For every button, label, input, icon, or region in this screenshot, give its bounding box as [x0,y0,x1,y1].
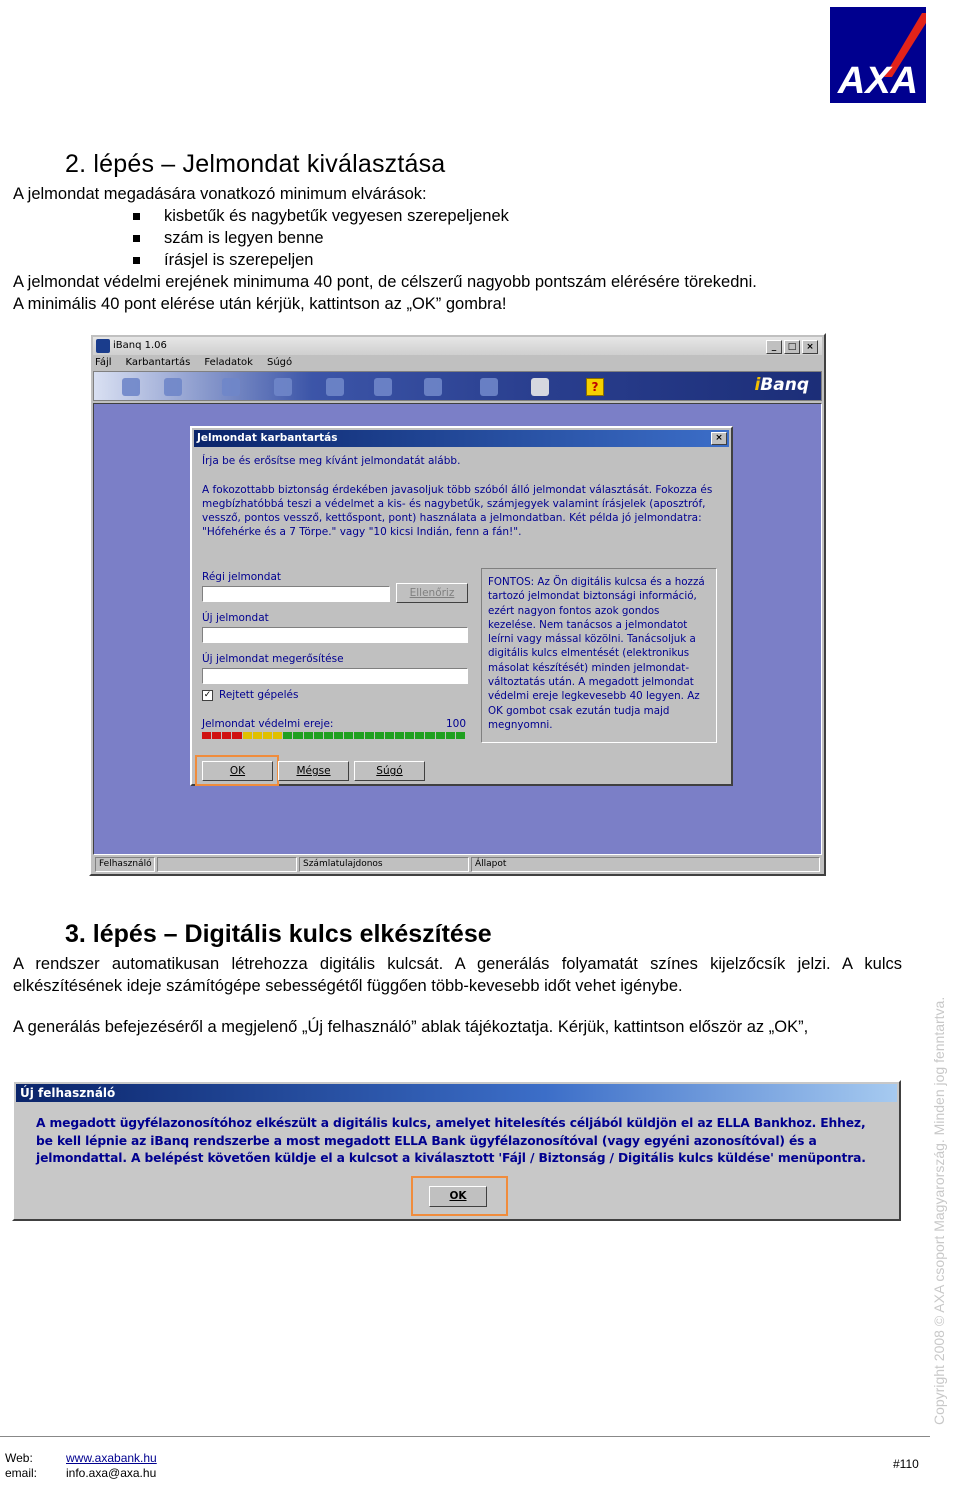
ibanq-brand [754,375,809,395]
strength-segment [324,732,333,739]
strength-value: 100 [446,718,467,730]
strength-segment [304,732,313,739]
strength-segment [405,732,414,739]
ibanq-window [89,333,826,876]
ok-button[interactable]: OK [202,761,273,781]
toolbar-scale-icon[interactable] [374,378,392,396]
ok-instruction: A minimális 40 pont elérése után kérjük, kattintson az „OK” gombra! [13,295,507,313]
toolbar-phone-icon[interactable] [222,378,240,396]
cancel-button[interactable]: Mégse [278,761,349,781]
status-state: Állapot [471,857,820,872]
new-passphrase-label: Új jelmondat [202,612,269,624]
hidden-typing-label: Rejtett gépelés [219,689,299,701]
menubar [95,357,292,368]
dialog-desc-line: megbízhatóbbá teszi a védelmet a kis- és nagybetűk, számjegyek valamint írásjelek (aposztróf, [202,498,706,510]
brand-i: i [754,375,761,395]
copyright-note: Copyright 2008 © AXA csoport Magyarország. Minden jog fenntartva. [931,996,947,1425]
list-item: szám is legyen benne [130,227,509,249]
strength-segment [212,732,221,739]
close-button[interactable]: × [802,340,818,354]
axa-logo-text: AXA [837,60,919,102]
list-item: kisbetűk és nagybetűk vegyesen szerepeljenek [130,205,509,227]
minimize-button[interactable]: _ [766,340,782,354]
strength-segment [253,732,262,739]
menu-file[interactable]: Fájl [95,357,112,368]
strength-segment [263,732,272,739]
brand-rest: Banq [760,375,809,395]
strength-segment [344,732,353,739]
menu-maintenance[interactable]: Karbantartás [125,357,191,368]
menu-help[interactable]: Súgó [266,357,293,368]
toolbar-list-icon[interactable] [274,378,292,396]
menu-tasks[interactable]: Feladatok [204,357,253,368]
toolbar [93,371,822,401]
workspace [93,403,822,855]
step3-heading: 3. lépés – Digitális kulcs elkészítése [65,920,492,948]
strength-segment [436,732,445,739]
strength-segment [202,732,211,739]
status-user: Felhasználó [95,857,155,872]
dialog-titlebar [194,430,729,447]
toolbar-send-icon[interactable] [424,378,442,396]
ibanq-title: iBanq 1.06 [113,340,167,351]
strength-segment [273,732,282,739]
toolbar-arrows-icon[interactable] [480,378,498,396]
strength-segment [334,732,343,739]
step3-paragraph: A rendszer automatikusan létrehozza digitális kulcsát. A generálás folyamatát színes kijelzőcsík jelzi. A kulcs elkészítésének ideje számítógépe sebességétől függően több-kevesebb időt vehet igénybe. [13,955,902,995]
strength-segment [395,732,404,739]
confirm-passphrase-input[interactable] [202,668,468,684]
requirements-list [130,205,509,271]
new-passphrase-input[interactable] [202,627,468,643]
status-owner: Számlatulajdonos [299,857,469,872]
list-item: írásjel is szerepeljen [130,249,509,271]
help-button[interactable]: Súgó [354,761,425,781]
help-icon[interactable]: ? [586,378,604,396]
statusbar [93,857,822,872]
page-number: #110 [893,1457,919,1471]
step3-ok-paragraph: A generálás befejezéséről a megjelenő „Új felhasználó” ablak tájékoztatja. Kérjük, kattintson először az „OK”, [13,1018,809,1036]
strength-segment [456,732,465,739]
dialog-desc-line: "Hófehérke és a 7 Törpe." vagy "10 kicsi Indián, fenn a fán!". [202,526,522,538]
strength-segment [375,732,384,739]
strength-segment [314,732,323,739]
strength-segment [425,732,434,739]
dialog-intro: Írja be és erősítse meg kívánt jelmondatát alább. [202,455,461,467]
strength-meter [202,732,465,739]
step2-intro: A jelmondat megadására vonatkozó minimum elvárások: [13,185,427,203]
footer-web-link[interactable] [66,1451,157,1466]
old-passphrase-label: Régi jelmondat [202,571,282,583]
footer-email-value: info.axa@axa.hu [66,1466,157,1480]
maximize-button[interactable]: □ [784,340,800,354]
strength-label: Jelmondat védelmi ereje: [202,718,334,730]
ibanq-titlebar [93,337,822,355]
passphrase-dialog [190,426,733,786]
footer-divider [0,1436,930,1437]
check-button[interactable]: Ellenőriz [396,583,468,603]
toolbar-people-icon[interactable] [326,378,344,396]
confirm-passphrase-label: Új jelmondat megerősítése [202,653,344,665]
dialog-desc-line: A fokozottabb biztonság érdekében javasoljuk több szóból álló jelmondat választását. Fokozza és [202,484,713,496]
strength-segment [293,732,302,739]
toolbar-card-icon[interactable] [164,378,182,396]
new-user-message: A megadott ügyfélazonosítóhoz elkészült a digitális kulcs, amelyet hitelesítés céljából küldjön el az ELLA Bankhoz. Ehhez, be kell lépnie az iBanq rendszerbe a most megadott ELLA Bank ügyfélazonosítóval (vagy egyéni azonosítóval) és a jelmondattal. A belépést követően küldje el a kulcsot a kiválasztott 'Fájl / Biztonság / Digitális kulcs küldése' menüpontra. [36,1116,866,1165]
strength-segment [415,732,424,739]
strength-segment [385,732,394,739]
strength-segment [446,732,455,739]
strength-segment [283,732,292,739]
dialog-close-button[interactable]: × [711,432,727,445]
app-icon [96,339,110,353]
footer-email-label: email: [5,1466,38,1480]
step2-heading: 2. lépés – Jelmondat kiválasztása [65,150,446,178]
new-user-title: Új felhasználó [16,1084,897,1102]
toolbar-users-icon[interactable] [122,378,140,396]
status-empty [157,857,297,872]
strength-segment [354,732,363,739]
important-info-box: FONTOS: Az Ön digitális kulcsa és a hozzá tartozó jelmondat biztonsági információ, ezért nagyon fontos azok gondos kezelése. Nem tanácsos a jelmondatot leírni vagy mással közölni. Tanácsoljuk a digitális kulcs elmentését (elektronikus másolat készítését) minden jelmondat-változtatás után. A megadott jelmondat védelmi ereje legkevesebb 40 legyen. Az OK gombot csak ezután tudja majd megnyomni. [481,568,717,743]
strength-segment [243,732,252,739]
toolbar-window-icon[interactable] [531,378,549,396]
dialog-title: Jelmondat karbantartás [197,432,338,444]
old-passphrase-input[interactable] [202,586,390,602]
axa-logo [830,7,926,103]
strength-segment [222,732,231,739]
footer-web-label: Web: [5,1451,33,1465]
hidden-typing-checkbox[interactable]: ✓ [203,690,212,700]
web-link[interactable]: www.axabank.hu [66,1451,157,1465]
new-user-ok-button[interactable]: OK [429,1186,487,1207]
dialog-desc-line: vessző, pontos vessző, kettőspont, pont) használata a jelmondatban. Két példa jó jelmondatra: [202,512,702,524]
strength-segment [365,732,374,739]
strength-segment [232,732,241,739]
new-user-window [12,1080,901,1221]
strength-note: A jelmondat védelmi erejének minimuma 40 pont, de célszerű nagyobb pontszám elérésére törekedni. [13,273,757,291]
